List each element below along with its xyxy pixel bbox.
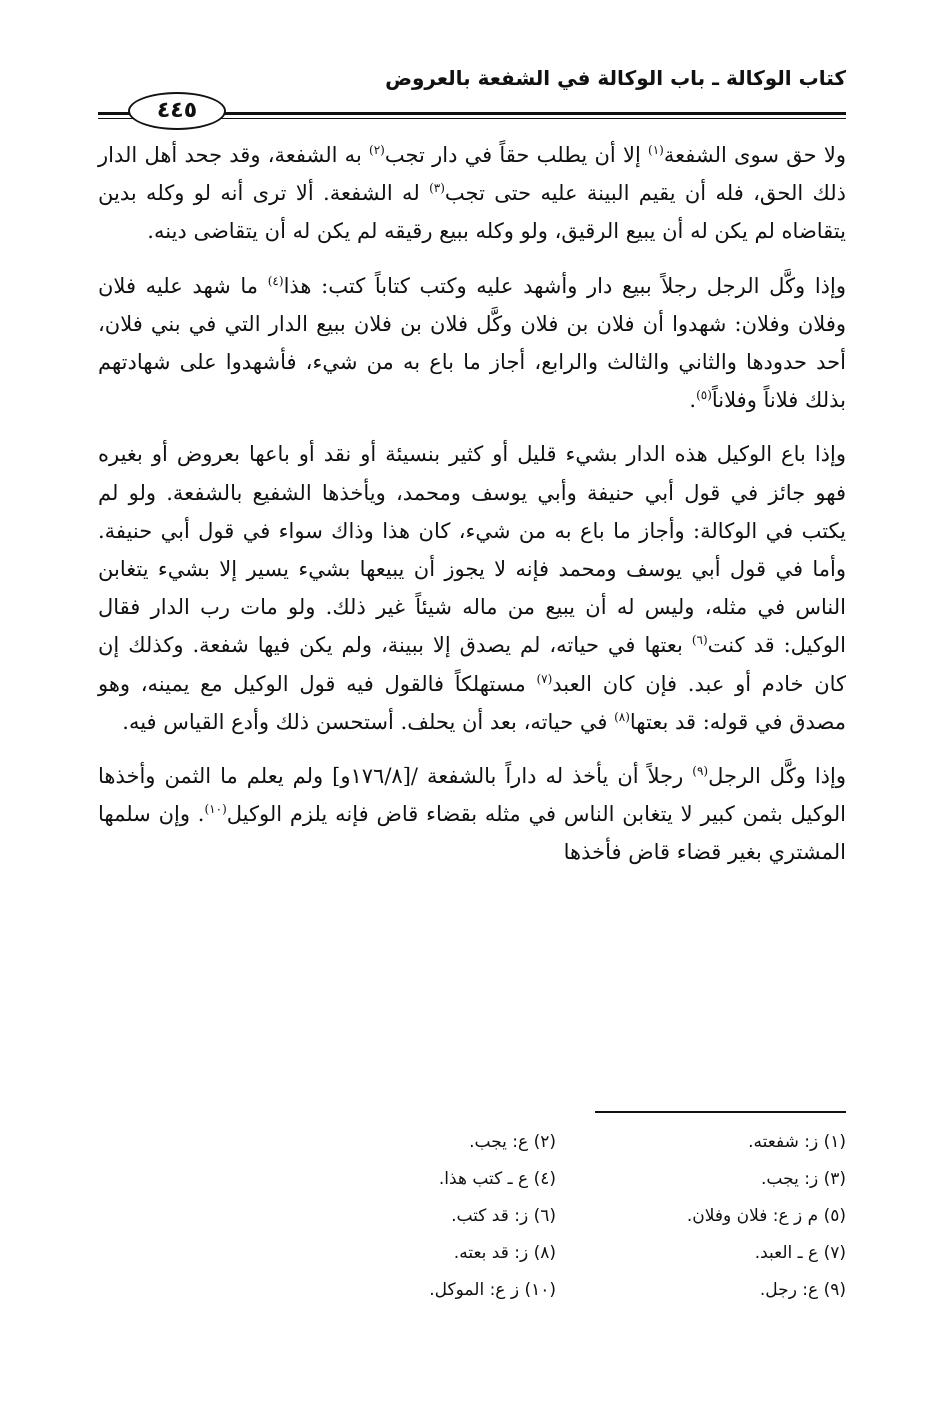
- text-run: رجلاً أن يأخذ له داراً بالشفعة /[١٧٦/٨و] ولم يعلم ما الثمن وأخذها الوكيل بثمن كبير لا يتغابن الناس في مثله بقضاء قاض فإنه يلزم الوكيل: [98, 764, 846, 827]
- footnote-4: (٤) ع ـ كتب هذا.: [438, 1169, 556, 1189]
- footnote-10: (١٠) ز ع: الموكل.: [429, 1280, 556, 1300]
- paragraph-3: [98, 435, 846, 741]
- text-run: ولا حق سوى الشفعة: [663, 143, 846, 167]
- text-run: وإذا وكَّل الرجل رجلاً ببيع دار وأشهد عليه وكتب كتاباً كتب: هذا: [283, 273, 846, 298]
- text-run: .: [689, 388, 697, 413]
- paragraph-1: [98, 136, 846, 251]
- text-run: في حياته، بعد أن يحلف. أستحسن ذلك وأدع القياس فيه.: [122, 709, 615, 734]
- text-run: به الشفعة، وقد جحد أهل الدار ذلك الحق، فله أن يقيم البينة عليه حتى تجب: [98, 143, 846, 206]
- footnote-separator: [595, 1111, 846, 1113]
- text-run: إلا أن يطلب حقاً في دار تجب: [384, 143, 649, 167]
- text-run: ما شهد عليه فلان وفلان وفلان: شهدوا أن فلان بن فلان وكَّل فلان بن فلان ببيع الدار التي في بني فلان، أحد حدودها والثاني والثالث والرابع، أجاز ما باع به من شيء، فأشهدوا على شهادتهم بذلك فلاناً وفلاناً: [98, 273, 846, 413]
- footnote-5: (٥) م ز ع: فلان وفلان.: [686, 1206, 846, 1226]
- text-run: مستهلكاً فالقول فيه قول الوكيل مع يمينه، وهو مصدق في قوله: قد بعتها: [98, 671, 846, 734]
- text-run: وإذا باع الوكيل هذه الدار بشيء قليل أو كثير بنسيئة أو نقد أو باعها بعروض أو بغيره فهو جائز في قول أبي حنيفة وأبي يوسف ومحمد، ويأخذها الشفيع بالشفعة. ولو لم يكتب في الوكالة: وأجاز ما باع به من شيء، كان هذا وذاك سواء في قول أبي حنيفة. وأما في قول أبي يوسف ومحمد فإنه لا يجوز أن يبيعها بشيء يسير إلا بشيء يتغابن الناس في مثله، وليس له أن يبيع من ماله شيئاً غير ذلك. ولو مات رب الدار فقال الوكيل: قد كنت: [98, 442, 846, 658]
- paragraph-2: [98, 267, 846, 420]
- footnote-1: (١) ز: شفعته.: [748, 1132, 846, 1152]
- footnote-9: (٩) ع: رجل.: [759, 1280, 846, 1300]
- footnote-ref-10: (١٠): [204, 802, 227, 817]
- running-title: كتاب الوكالة ـ باب الوكالة في الشفعة بالعروض: [385, 66, 846, 90]
- footnote-7: (٧) ع ـ العبد.: [754, 1243, 846, 1263]
- footnote-ref-3: (٣): [429, 181, 445, 196]
- text-run: له الشفعة. ألا ترى أنه لو وكله بدين يتقاضاه لم يكن له أن يبيع الرقيق، ولو وكله ببيع رقيقه لم يكن له أن يتقاضى دينه.: [98, 181, 846, 244]
- footnote-ref-9: (٩): [692, 764, 709, 779]
- paragraph-4: [98, 757, 846, 872]
- footnote-ref-6: (٦): [691, 633, 708, 648]
- text-run: بعتها في حياته، لم يصدق إلا ببينة، ولم يكن فيها شفعة. وكذلك إن كان خادم أو عبد. فإن كان العبد: [98, 633, 847, 696]
- footnote-ref-7: (٧): [536, 671, 553, 686]
- footnote-ref-1: (١): [648, 143, 664, 157]
- text-run: . وإن سلمها المشتري بغير قضاء قاض فأخذها: [98, 802, 846, 865]
- main-text: [98, 136, 846, 888]
- page-number: ٤٤٥: [128, 92, 226, 130]
- footnote-ref-8: (٨): [614, 709, 630, 724]
- footnote-8: (٨) ز: قد بعته.: [453, 1243, 556, 1263]
- footnote-ref-2: (٢): [369, 143, 385, 157]
- footnote-6: (٦) ز: قد كتب.: [451, 1206, 556, 1226]
- footnotes: [286, 1124, 846, 1309]
- footnote-ref-5: (٥): [696, 388, 712, 403]
- footnote-3: (٣) ز: يجب.: [761, 1169, 846, 1189]
- footnote-ref-4: (٤): [267, 273, 284, 288]
- text-run: وإذا وكَّل الرجل: [708, 764, 846, 789]
- footnote-2: (٢) ع: يجب.: [469, 1132, 556, 1152]
